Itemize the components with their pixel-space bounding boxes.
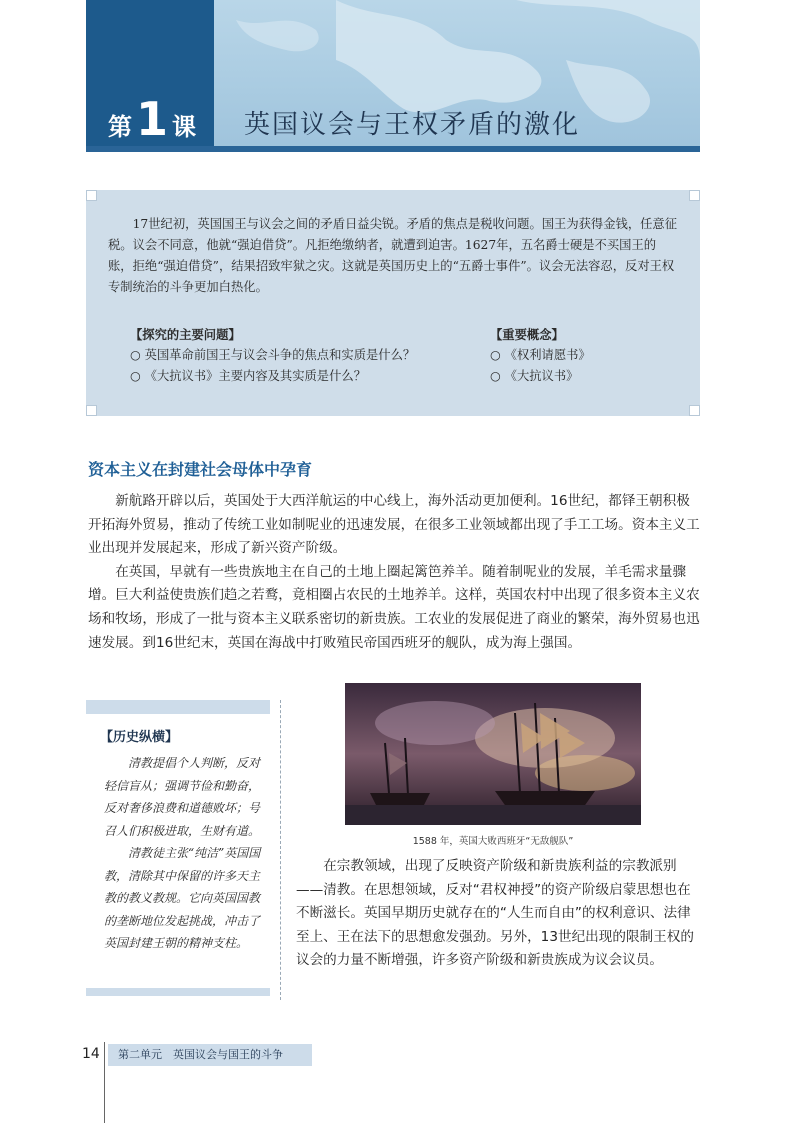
sidebar-title: 【历史纵横】 xyxy=(100,730,179,745)
corner-square-icon xyxy=(689,405,700,416)
concept-item: ○ 《大抗议书》 xyxy=(490,366,591,387)
body-paragraph: 在宗教领域，出现了反映资产阶级和新贵族利益的宗教派别——清教。在思想领域，反对“君权神授”的资产阶级启蒙思想也在不断滋长。英国早期历史就存在的“人生而自由”的权利意识、法律至上、王在法下的思想愈发强劲。另外，13世纪出现的限制王权的议会的力量不断增强，许多资产阶级和新贵族成为议会议员。 xyxy=(296,858,694,969)
sidebar-top-bar xyxy=(86,700,270,714)
sidebar-paragraph: 清教徒主张“纯洁”英国国教，清除其中保留的许多天主教的教义教规。它向英国国教的垄断地位发起挑战，冲击了英国封建王朝的精神支柱。 xyxy=(104,846,261,950)
intro-box xyxy=(86,190,700,416)
sidebar-text xyxy=(104,752,262,955)
questions-heading: 【探究的主要问题】 xyxy=(130,327,241,342)
lesson-title: 英国议会与王权矛盾的激化 xyxy=(244,110,581,140)
question-item: ○ 《大抗议书》主要内容及其实质是什么？ xyxy=(130,366,415,387)
footer-divider xyxy=(104,1042,105,1123)
naval-battle-illustration xyxy=(345,683,641,825)
body-paragraph: 在英国，早就有一些贵族地主在自己的土地上圈起篱笆养羊。随着制呢业的发展，羊毛需求量骤增。巨大利益使贵族们趋之若鹜，竟相圈占农民的土地养羊。这样，英国农村中出现了很多资本主义农场和牧场，形成了一批与资本主义联系密切的新贵族。工农业的发展促进了商业的繁荣，海外贸易也迅速发展。到16世纪末，英国在海战中打败殖民帝国西班牙的舰队，成为海上强国。 xyxy=(88,563,700,651)
concept-item: ○ 《权利请愿书》 xyxy=(490,345,591,366)
sidebar-paragraph: 清教提倡个人判断，反对轻信盲从；强调节俭和勤奋，反对奢侈浪费和道德败坏；号召人们积极进取，生财有道。 xyxy=(104,756,261,838)
concepts-heading: 【重要概念】 xyxy=(490,327,564,342)
corner-square-icon xyxy=(86,405,97,416)
main-questions xyxy=(130,324,415,387)
section-heading: 资本主义在封建社会母体中孕育 xyxy=(88,460,313,479)
history-sidebar xyxy=(86,700,270,996)
page-number: 14 xyxy=(82,1046,100,1062)
lesson-number: 第 1 课 xyxy=(108,92,197,146)
sidebar-bottom-bar xyxy=(86,988,270,996)
lesson-banner xyxy=(86,0,700,152)
unit-label: 第二单元 英国议会与国王的斗争 xyxy=(108,1044,312,1066)
banner-stripe xyxy=(86,146,700,152)
body-paragraph: 新航路开辟以后，英国处于大西洋航运的中心线上，海外活动更加便利。16世纪，都铎王朝积极开拓海外贸易，推动了传统工业如制呢业的迅速发展，在很多工业领域都出现了手工工场。资本主义工业出现并发展起来，形成了新兴资产阶级。 xyxy=(88,493,700,557)
corner-square-icon xyxy=(689,190,700,201)
armada-painting xyxy=(345,683,641,825)
key-concepts xyxy=(490,324,591,387)
dashed-divider xyxy=(280,700,281,1000)
right-column-text xyxy=(296,855,702,973)
section-body xyxy=(88,490,702,655)
intro-paragraph: 17世纪初，英国国王与议会之间的矛盾日益尖锐。矛盾的焦点是税收问题。国王为获得金钱，任意征税。议会不同意，他就“强迫借贷”。凡拒绝缴纳者，就遭到迫害。1627年，五名爵士硬是不买国王的账，拒绝“强迫借贷”，结果招致牢狱之灾。这就是英国历史上的“五爵士事件”。议会无法容忍，反对王权专制统治的斗争更加白热化。 xyxy=(108,217,678,294)
corner-square-icon xyxy=(86,190,97,201)
question-item: ○ 英国革命前国王与议会斗争的焦点和实质是什么？ xyxy=(130,345,415,366)
figure-caption: 1588 年，英国大败西班牙“无敌舰队” xyxy=(412,836,574,847)
